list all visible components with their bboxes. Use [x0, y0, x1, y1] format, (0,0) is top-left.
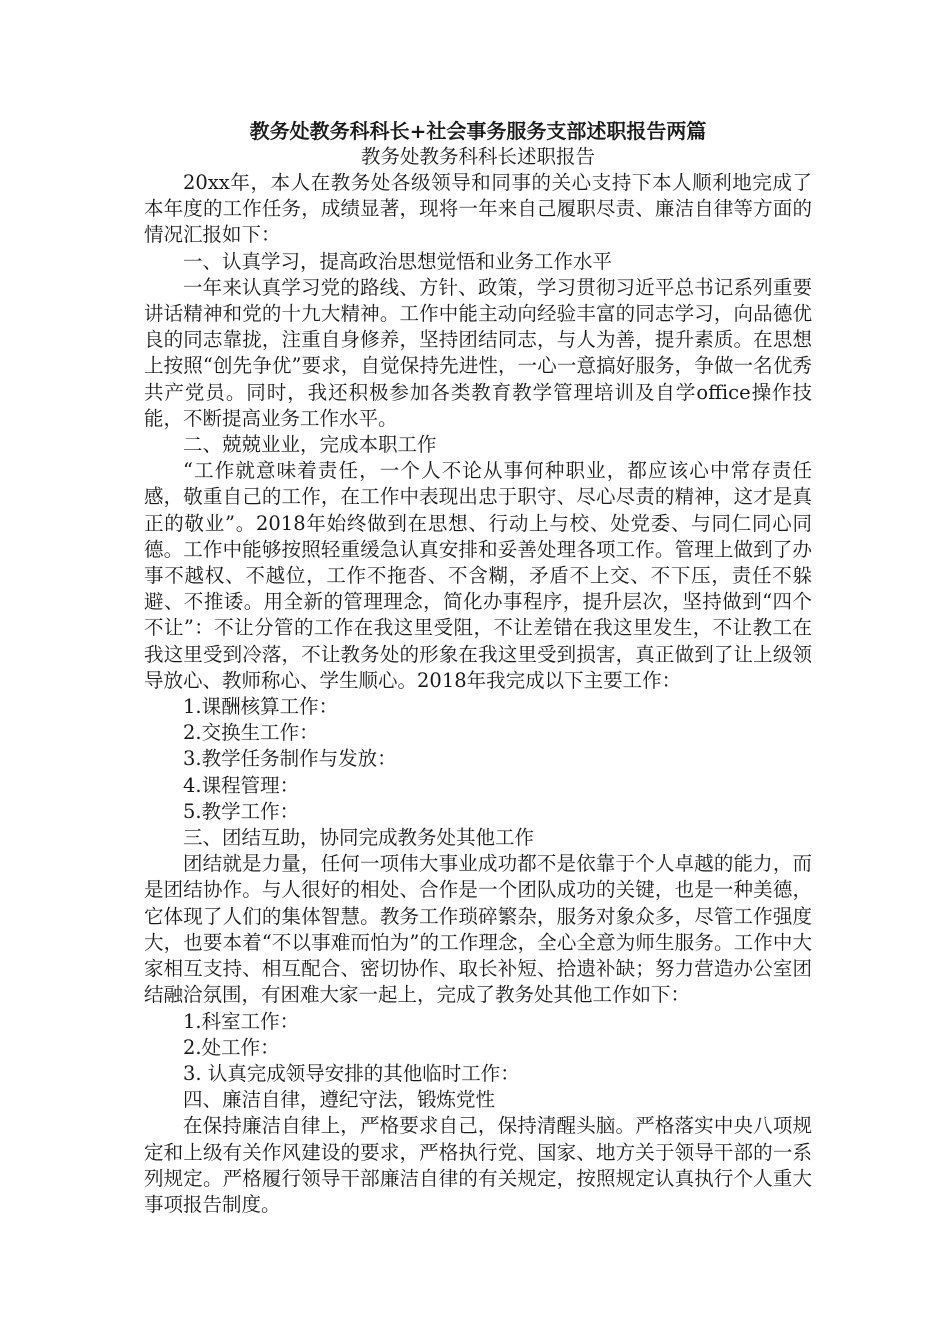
intro-paragraph: 20xx年，本人在教务处各级领导和同事的关心支持下本人顺利地完成了本年度的工作任务，成绩显著，现将一年来自己履职尽责、廉洁自律等方面的情况汇报如下： — [144, 171, 812, 247]
section-2-item-1: 1.课酬核算工作： — [183, 695, 339, 719]
section-2-item-4: 4.课程管理： — [183, 773, 300, 797]
section-2-heading: 二、兢兢业业，完成本职工作 — [183, 433, 437, 457]
section-3-item-1: 1.科室工作： — [183, 1009, 300, 1033]
section-2-paragraph: “工作就意味着责任，一个人不论从事何种职业，都应该心中常存责任感，敬重自己的工作，在工作中表现出忠于职守、尽心尽责的精神，这才是真正的敬业”。2018年始终做到在思想、行动上与校、处党委、与同仁同心同德。工作中能够按照轻重缓急认真安排和妥善处理各项工作。管理上做到了办事不越权、不越位，工作不拖沓、不含糊，矛盾不上交、不下压，责任不躲避、不推诿。用全新的管理理念，简化办事程序，提升层次，坚持做到“四个不让”：不让分管的工作在我这里受阻，不让差错在我这里发生，不让教工在我这里受到冷落，不让教务处的形象在我这里受到损害，真正做到了让上级领导放心、教师称心、学生顺心。2018年我完成以下主要工作： — [144, 459, 812, 692]
document-title: 教务处教务科科长+社会事务服务支部述职报告两篇 — [249, 119, 707, 143]
section-3-item-3: 3. 认真完成领导安排的其他临时工作： — [183, 1061, 520, 1085]
section-2-item-2: 2.交换生工作： — [183, 721, 319, 745]
section-4-heading: 四、廉洁自律，遵纪守法，锻炼党性 — [183, 1088, 496, 1112]
document-subtitle: 教务处教务科科长述职报告 — [360, 145, 595, 168]
section-2-item-3: 3.教学任务制作与发放： — [183, 747, 397, 771]
section-2-item-5: 5.教学工作： — [183, 799, 300, 823]
section-3-heading: 三、团结互助，协同完成教务处其他工作 — [183, 826, 535, 850]
section-3-item-2: 2.处工作： — [183, 1035, 280, 1059]
section-4-paragraph: 在保持廉洁自律上，严格要求自己，保持清醒头脑。严格落实中央八项规定和上级有关作风建设的要求，严格执行党、国家、地方关于领导干部的一系列规定。严格履行领导干部廉洁自律的有关规定，按照规定认真执行个人重大事项报告制度。 — [144, 1114, 812, 1216]
document-page — [144, 118, 812, 1218]
section-3-paragraph: 团结就是力量，任何一项伟大事业成功都不是依靠于个人卓越的能力，而是团结协作。与人很好的相处、合作是一个团队成功的关键，也是一种美德，它体现了人们的集体智慧。教务工作琐碎繁杂，服务对象众多，尽管工作强度大，也要本着“不以事难而怕为”的工作理念，全心全意为师生服务。工作中大家相互支持、相互配合、密切协作、取长补短、拾遗补缺；努力营造办公室团结融洽氛围，有困难大家一起上，完成了教务处其他工作如下： — [144, 852, 812, 1007]
section-1-heading: 一、认真学习，提高政治思想觉悟和业务工作水平 — [183, 249, 613, 273]
section-1-paragraph: 一年来认真学习党的路线、方针、政策，学习贯彻习近平总书记系列重要讲话精神和党的十九大精神。工作中能主动向经验丰富的同志学习，向品德优良的同志靠拢，注重自身修养，坚持团结同志，与人为善，提升素质。在思想上按照“创先争优”要求，自觉保持先进性，一心一意搞好服务，争做一名优秀共产党员。同时，我还积极参加各类教育教学管理培训及自学office操作技能，不断提高业务工作水平。 — [144, 275, 812, 430]
